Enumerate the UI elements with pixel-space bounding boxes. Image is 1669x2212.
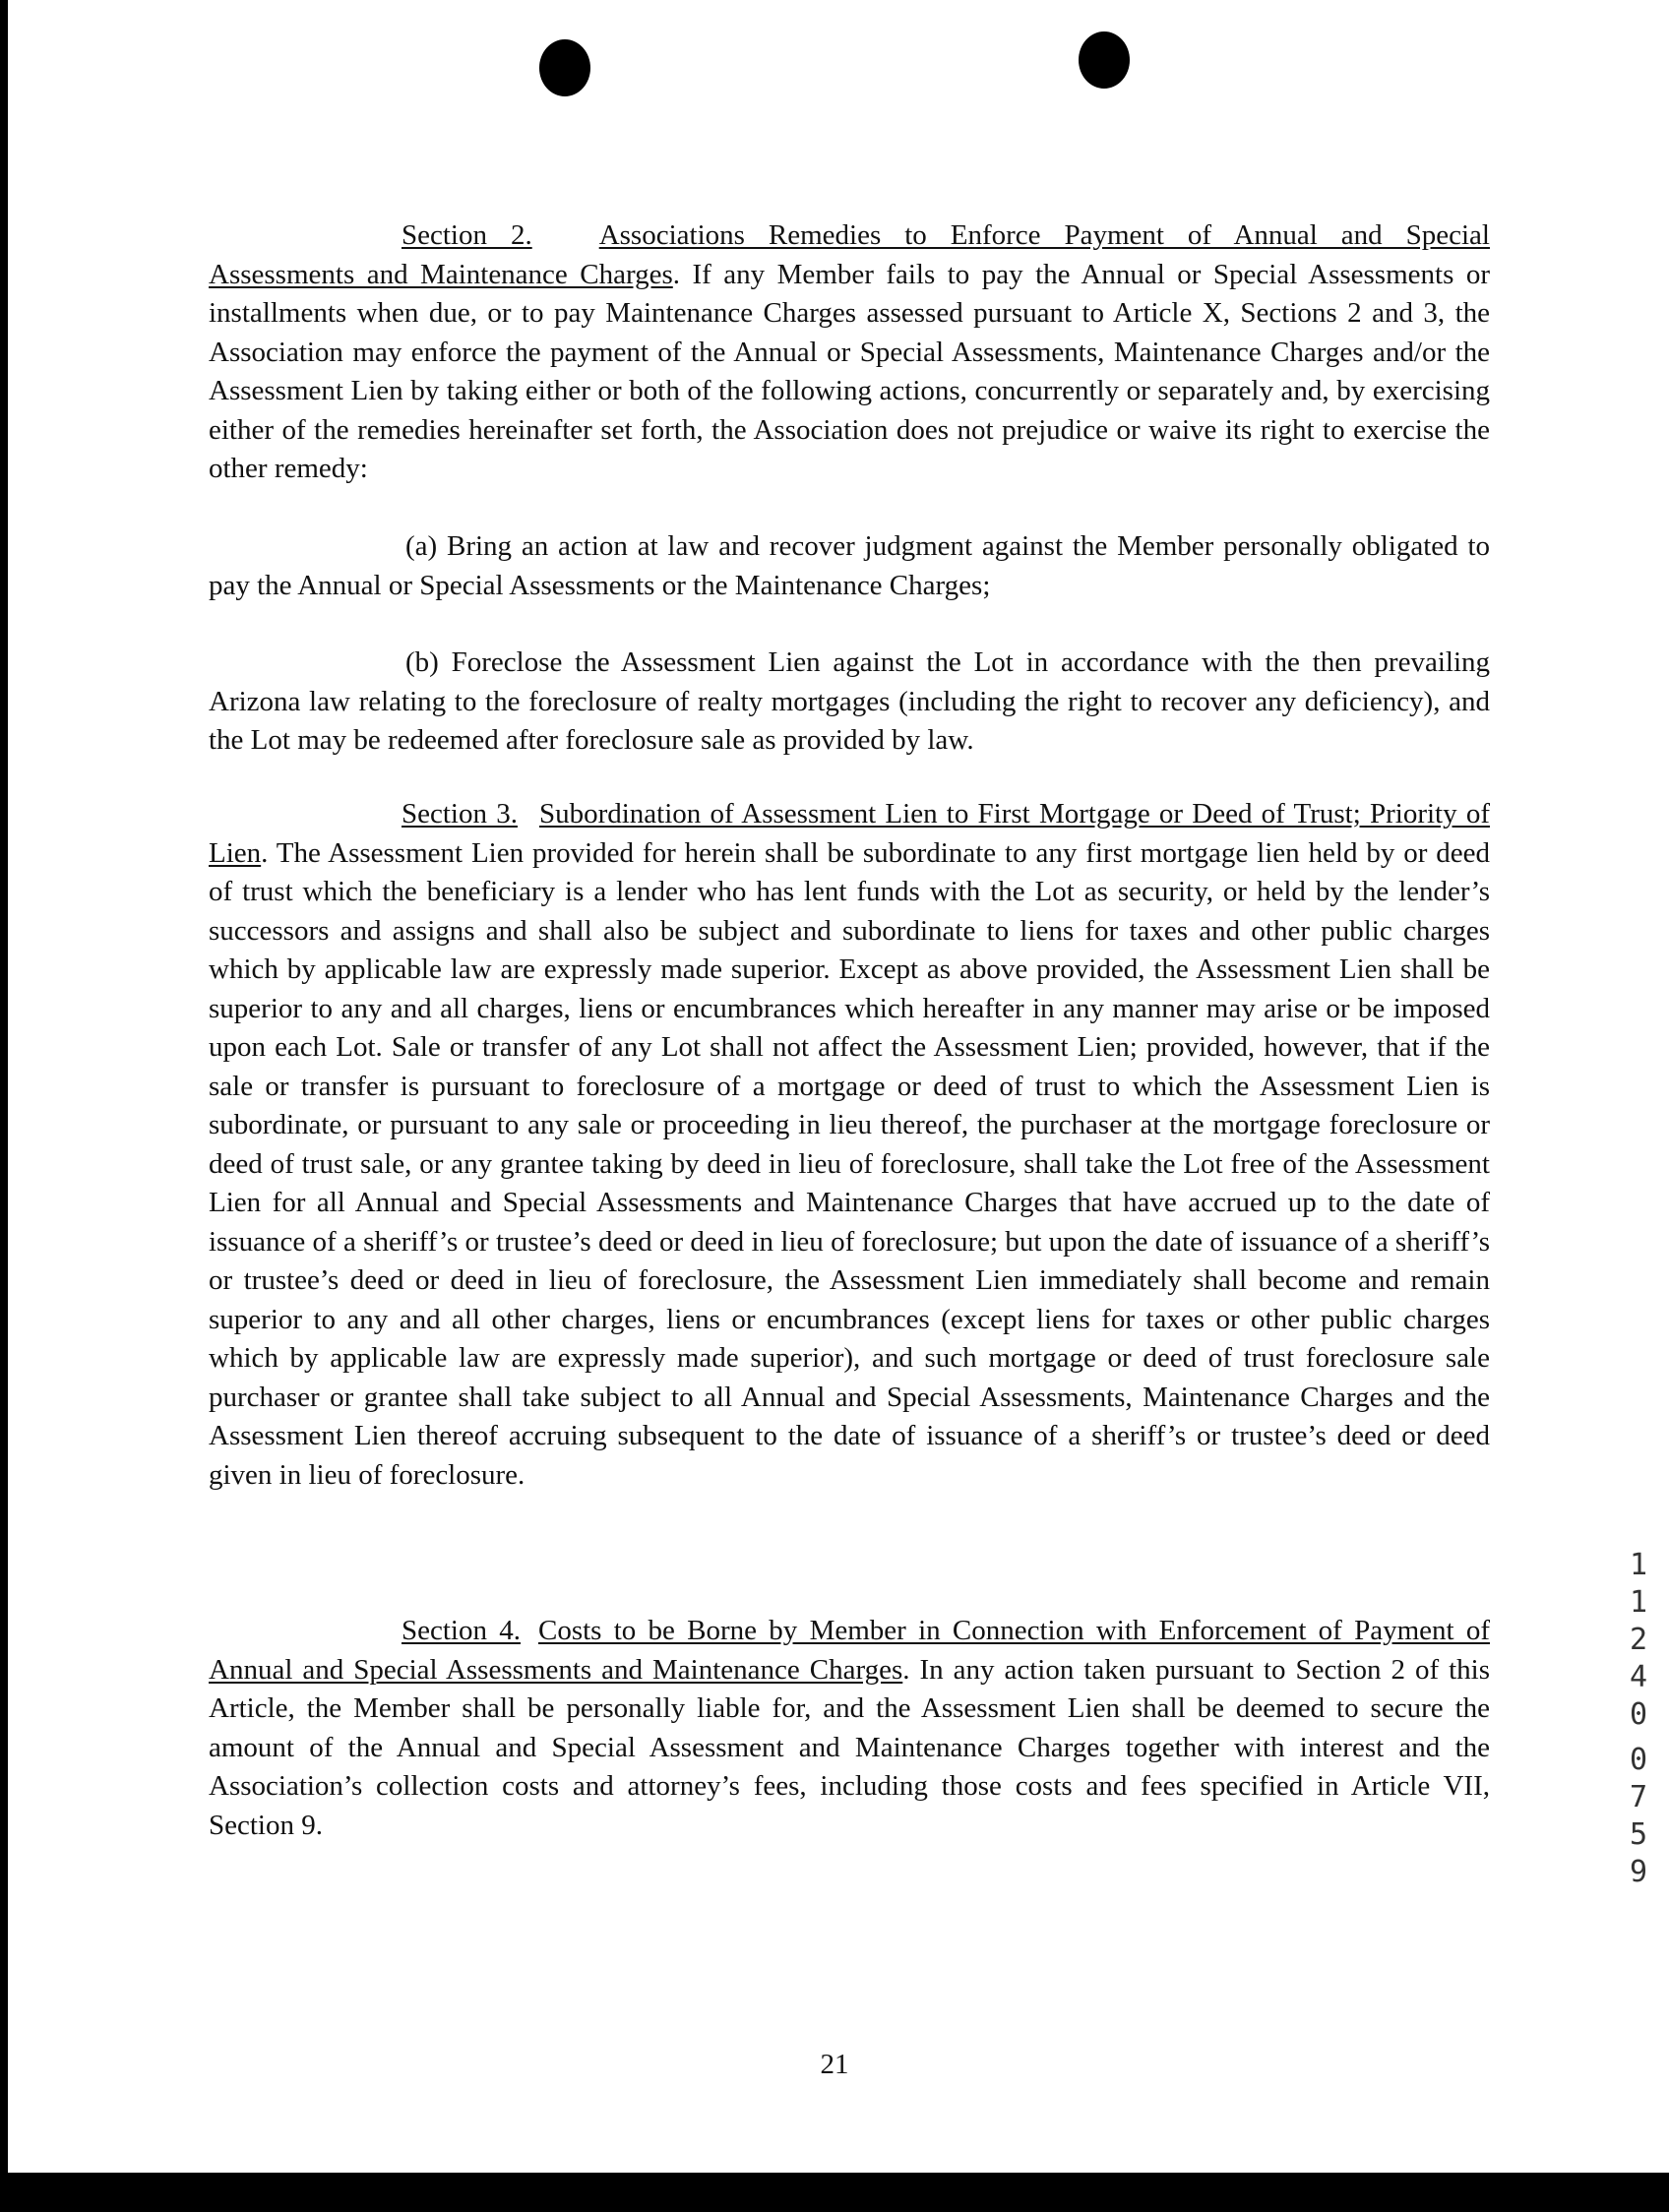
stamp-digit: 2 — [1629, 1623, 1648, 1657]
section-2 — [209, 216, 1490, 489]
stamp-digit: 1 — [1629, 1548, 1648, 1582]
section-3-number: Section 3. — [402, 798, 518, 830]
section-2-paragraph — [209, 216, 1490, 489]
stamp-digit: 7 — [1629, 1780, 1648, 1814]
section-3-title: Subordination of Assessment Lien to First Mortgage or Deed of Trust; Priority of Lien — [209, 798, 1490, 869]
page-number: 21 — [820, 2049, 849, 2080]
punch-hole-left — [539, 39, 590, 96]
recording-stamp-line1 — [1626, 1547, 1651, 1734]
stamp-digit: 9 — [1629, 1855, 1648, 1889]
scan-border-left — [0, 0, 8, 2212]
section-4-number: Section 4. — [402, 1615, 521, 1646]
item-b-text: (b) Foreclose the Assessment Lien against the Lot in accordance with the then prevailing Arizona law relating to the foreclosure of realty mortgages (including the right to recover any deficiency), and the Lot may be redeemed after foreclosure sale as provided by law. — [209, 646, 1490, 756]
section-2-body: . If any Member fails to pay the Annual or Special Assessments or installments when due, or to pay Maintenance Charges assessed pursuant to Article X, Sections 2 and 3, the Association may enforce the payment of the Annual or Special Assessments, Maintenance Charges and/or the Assessment Lien by taking either or both of the following actions, concurrently or separately and, by exercising either of the remedies hereinafter set forth, the Association does not prejudice or waive its right to exercise the other remedy: — [209, 258, 1490, 484]
section-4-paragraph — [209, 1612, 1490, 1845]
stamp-digit: 0 — [1629, 1743, 1648, 1777]
stamp-digit: 0 — [1629, 1697, 1648, 1732]
section-2-number: Section 2. — [402, 219, 532, 251]
punch-hole-right — [1079, 31, 1130, 89]
stamp-digit: 1 — [1629, 1585, 1648, 1620]
section-3-body: . The Assessment Lien provided for herein shall be subordinate to any first mortgage lien held by or deed of trust which the beneficiary is a lender who has lent funds with the Lot as security, or held by the lender’s successors and assigns and shall also be subject and subordinate to liens for taxes and other public charges which by applicable law are expressly made superior. Except as above provided, the Assessment Lien shall be superior to any and all charges, liens or encumbrances which hereafter in any manner may arise or be imposed upon each Lot. Sale or transfer of any Lot shall not affect the Assessment Lien; provided, however, that if the sale or transfer is pursuant to foreclosure of a mortgage or deed of trust to which the Assessment Lien is subordinate, or pursuant to any sale or proceeding in lieu thereof, the purchaser at the mortgage foreclosure or deed of trust sale, or any grantee taking by deed in lieu of foreclosure, shall take the Lot free of the Assessment Lien for all Annual and Special Assessments and Maintenance Charges that have accrued up to the date of issuance of a sheriff’s or trustee’s deed or deed in lieu of foreclosure; but upon the date of issuance of a sheriff’s or trustee’s deed or deed in lieu of foreclosure, the Assessment Lien immediately shall become and remain superior to any and all other charges, liens or encumbrances (except liens for taxes or other public charges which by applicable law are expressly made superior), and such mortgage or deed of trust foreclosure sale purchaser or grantee shall take subject to all Annual and Special Assessments, Maintenance Charges and the Assessment Lien thereof accruing subsequent to the date of issuance of a sheriff’s or trustee’s deed or deed given in lieu of foreclosure. — [209, 836, 1490, 1491]
item-a-text: (a) Bring an action at law and recover judgment against the Member personally obligated to pay the Annual or Special Assessments or the Maintenance Charges; — [209, 530, 1490, 601]
stamp-digit: 4 — [1629, 1660, 1648, 1694]
section-4-body: . In any action taken pursuant to Section 2 of this Article, the Member shall be personally liable for, and the Assessment Lien shall be deemed to secure the amount of the Annual and Special Assessment and Maintenance Charges together with interest and the Association’s collection costs and attorney’s fees, including those costs and fees specified in Article VII, Section 9. — [209, 1653, 1490, 1841]
recording-stamp-line2 — [1626, 1742, 1651, 1891]
section-4-title: Costs to be Borne by Member in Connection with Enforcement of Payment of Annual and Special Assessments and Maintenance Charges — [209, 1615, 1490, 1686]
stamp-digit: 5 — [1629, 1817, 1648, 1852]
section-4 — [209, 1612, 1490, 1845]
section-2-item-b — [209, 644, 1490, 761]
section-3-paragraph — [209, 795, 1490, 1495]
section-2-item-a — [209, 527, 1490, 605]
section-2-title: Associations Remedies to Enforce Payment of Annual and Special Assessments and Maintenance Charges — [209, 219, 1490, 290]
section-3 — [209, 795, 1490, 1495]
